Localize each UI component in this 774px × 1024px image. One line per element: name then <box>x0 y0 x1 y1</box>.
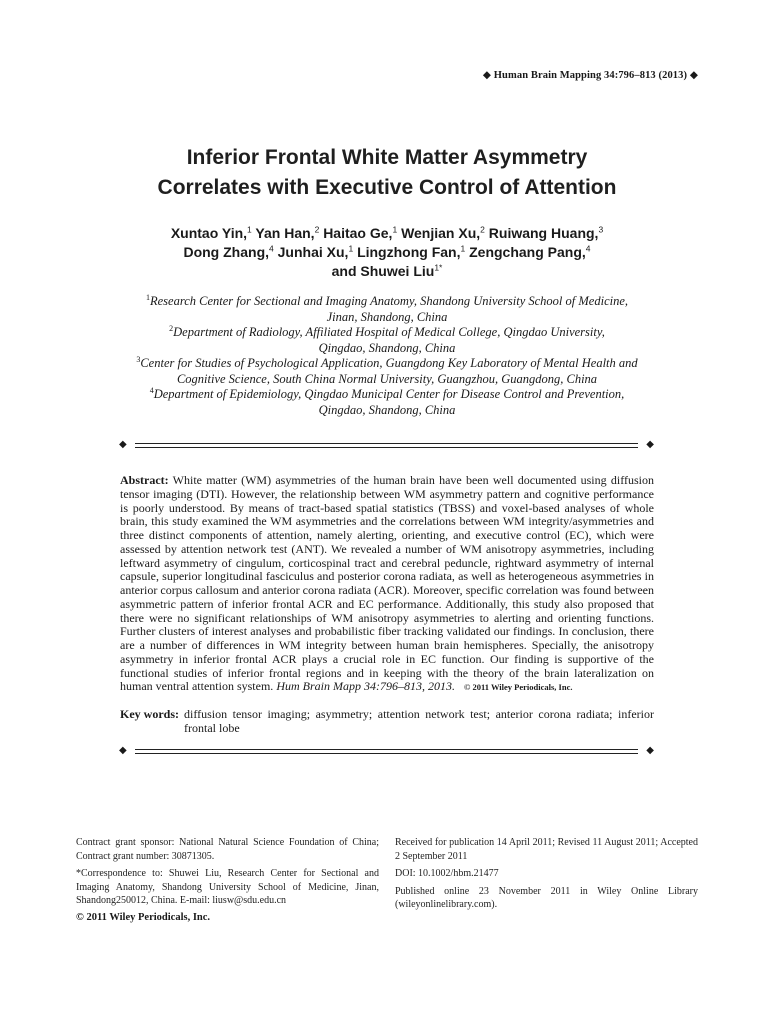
abstract-citation: Hum Brain Mapp 34:796–813, 2013. <box>276 679 455 694</box>
abstract-body: White matter (WM) asymmetries of the human brain have been well documented using diffusion tensor imaging (DTI). However, the relationship between WM asymmetry pattern and cognitive performance is poorly understood. By means of tract-based spatial statistics (TBSS) and voxel-based analyses of whole brain, this study examined the WM asymmetries and the correlations between WM integrity/asymmetries and three distinct components of attention, namely alerting, orienting, and executive control (EC), which were assessed by attention network test (ANT). We revealed a number of WM anisotropy asymmetries, including leftward asymmetry of cingulum, corticospinal tract and cerebral peduncle, rightward asymmetry of internal capsule, superior longitudinal fasciculus and posterior corona radiata, as well as heterogeneous asymmetries in anterior corpus callosum and anterior corona radiata (ACR). Moreover, specific correlation was found between asymmetric pattern of inferior frontal ACR and EC performance. Additionally, this study also proposed that there were no significant relationships of WM anisotropy asymmetries to alerting and orienting functions. Further clusters of interest analyses and probabilistic fiber tracking validated our findings. In conclusion, there are a number of differences in WM integrity between human brain hemispheres. Specially, the anisotropy asymmetry in inferior frontal ACR plays a crucial role in EC function. Our finding is supportive of the functional studies of inferior frontal regions and in keeping with the theory of the brain lateralization on human ventral attention system. <box>120 473 654 694</box>
diamond-icon: ◆ <box>119 745 127 756</box>
keywords <box>120 707 654 735</box>
footnotes-left <box>76 836 379 912</box>
published-footnote: Published online 23 November 2011 in Wiley Online Library (wileyonlinelibrary.com). <box>395 885 698 910</box>
title-line-1: Inferior Frontal White Matter Asymmetry <box>186 146 588 169</box>
grant-footnote: Contract grant sponsor: National Natural Science Foundation of China; Contract grant number: 30871305. <box>76 837 379 862</box>
author-list <box>80 224 694 281</box>
running-head: ◆ Human Brain Mapping 34:796–813 (2013) ◆ <box>482 70 698 81</box>
section-divider-top <box>119 440 654 454</box>
diamond-icon: ◆ <box>646 745 654 756</box>
diamond-icon: ◆ <box>646 439 654 450</box>
page-copyright: © 2011 Wiley Periodicals, Inc. <box>76 912 211 923</box>
paper-title <box>80 143 694 203</box>
footnotes-right <box>395 836 698 916</box>
affiliation-4: $^4$Department of Epidemiology, Qingdao Municipal Center for Disease Control and Prevention, Qingdao, Shandong, China <box>149 385 625 417</box>
section-divider-bottom <box>119 746 654 760</box>
keywords-text: diffusion tensor imaging; asymmetry; attention network test; anterior corona radiata; inferior frontal lobe <box>184 707 654 735</box>
author: Zengchang Pang,$^4$ <box>469 243 591 260</box>
correspondence-footnote: *Correspondence to: Shuwei Liu, Research Center for Sectional and Imaging Anatomy, Shandong University School of Medicine, Jinan, Shandong250012, China. E-mail: liusw@sdu.edu.cn <box>76 868 379 906</box>
author: Dong Zhang,$^4$ <box>183 243 274 260</box>
author: and Shuwei Liu$^{1*}$ <box>331 262 443 279</box>
affiliations <box>96 294 678 418</box>
double-rule <box>135 443 638 448</box>
author: Yan Han,$^2$ <box>255 224 320 241</box>
affiliation-3: $^3$Center for Studies of Psychological Application, Guangdong Key Laboratory of Mental Health and Cognitive Science, South China Normal University, Guangzhou, Guangdong, China <box>136 354 638 386</box>
received-footnote: Received for publication 14 April 2011; Revised 11 August 2011; Accepted 2 September 2011 <box>395 837 698 862</box>
author: Xuntao Yin,$^1$ <box>170 224 252 241</box>
title-line-2: Correlates with Executive Control of Attention <box>157 176 617 199</box>
author: Lingzhong Fan,$^1$ <box>357 243 466 260</box>
double-rule <box>135 749 638 754</box>
author: Ruiwang Huang,$^3$ <box>488 224 604 241</box>
doi-footnote: DOI: 10.1002/hbm.21477 <box>395 868 499 879</box>
affiliation-1: $^1$Research Center for Sectional and Imaging Anatomy, Shandong University School of Medicine, Jinan, Shandong, China <box>145 292 629 324</box>
diamond-icon: ◆ <box>119 439 127 450</box>
abstract-copyright: © 2011 Wiley Periodicals, Inc. <box>463 682 573 693</box>
author: Junhai Xu,$^1$ <box>277 243 354 260</box>
author: Haitao Ge,$^1$ <box>323 224 398 241</box>
abstract-label: Abstract: <box>120 473 169 487</box>
author: Wenjian Xu,$^2$ <box>401 224 485 241</box>
abstract <box>120 474 654 695</box>
keywords-label: Key words: <box>120 707 179 721</box>
affiliation-2: $^2$Department of Radiology, Affiliated Hospital of Medical College, Qingdao University, Qingdao, Shandong, China <box>169 323 605 355</box>
